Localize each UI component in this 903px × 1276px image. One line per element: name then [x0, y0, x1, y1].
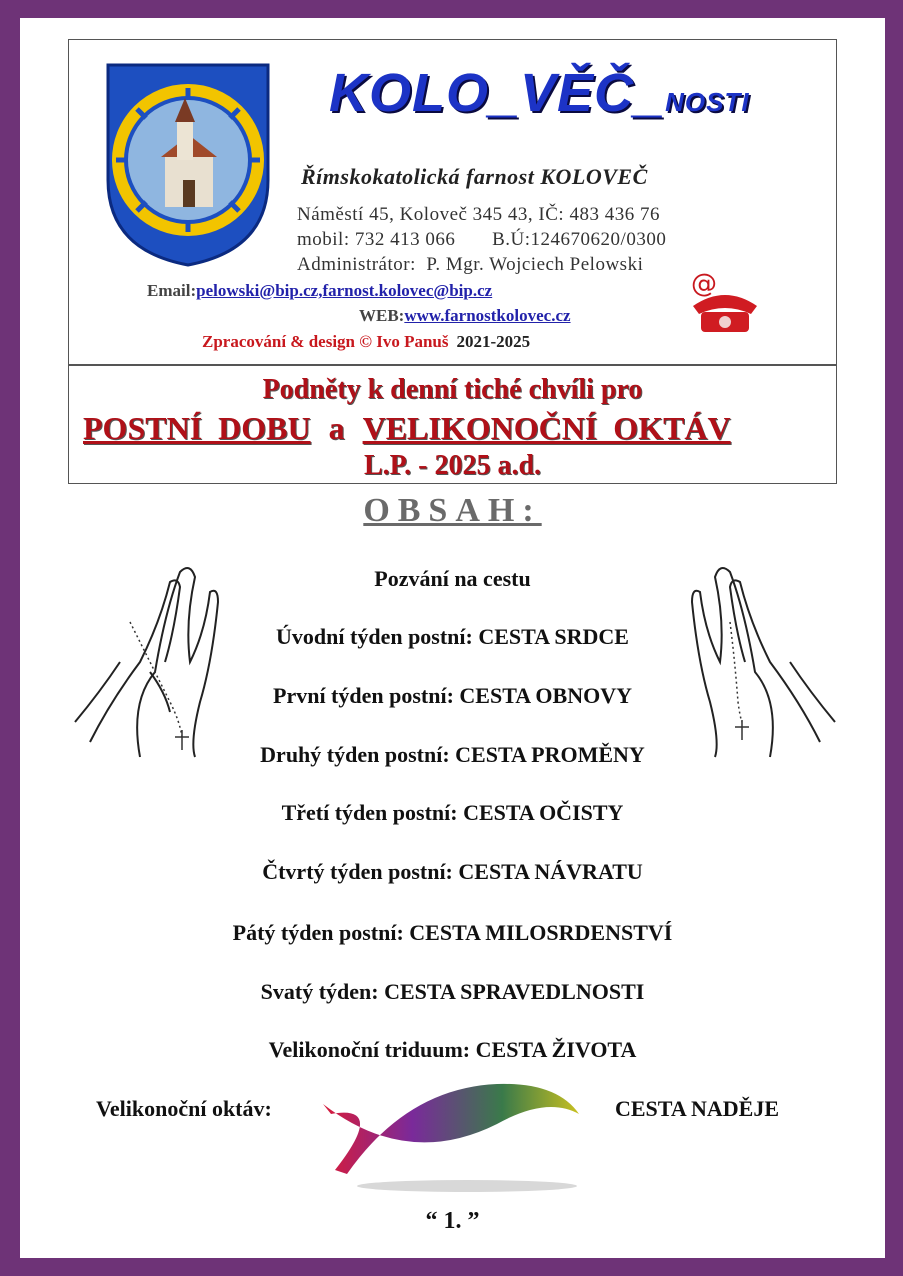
toc-item: Čtvrtý týden postní: CESTA NÁVRATU: [262, 859, 643, 884]
email-label: Email:: [147, 281, 197, 300]
address-line: Náměstí 45, Koloveč 345 43, IČ: 483 436 76: [297, 204, 660, 225]
parish-name: Římskokatolická farnost KOLOVEČ: [301, 164, 648, 189]
brand-title: [329, 62, 750, 124]
email-link[interactable]: pelowski@bip.cz,farnost.kolovec@bip.cz: [196, 281, 493, 300]
toc-item: Třetí týden postní: CESTA OČISTY: [281, 800, 624, 825]
letterhead: [68, 39, 837, 484]
title-line-3: L.P. - 2025 a.d.: [363, 450, 542, 481]
title-lent: POSTNÍ DOBU: [83, 410, 311, 446]
page-number: “ 1. ”: [425, 1208, 480, 1234]
contents-heading: OBSAH:: [363, 492, 542, 529]
toc-item: Pátý týden postní: CESTA MILOSRDENSTVÍ: [232, 920, 673, 945]
header-divider: [69, 364, 836, 366]
email-line: [147, 281, 492, 301]
title-line-1: Podněty k denní tiché chvíli pro: [262, 374, 643, 405]
brand-main: KOLO_VĚČ_: [329, 63, 666, 123]
title-octave: VELIKONOČNÍ OKTÁV: [362, 410, 731, 446]
title-line-2: [83, 410, 731, 447]
toc-item: Svatý týden: CESTA SPRAVEDLNOSTI: [260, 979, 645, 1004]
octave-label: Velikonoční oktáv:: [96, 1096, 272, 1121]
phone-bank-line: mobil: 732 413 066 B.Ú:124670620/0300: [297, 229, 667, 250]
brand-suffix: NOSTI: [665, 87, 750, 117]
toc-item: Velikonoční triduum: CESTA ŽIVOTA: [268, 1037, 637, 1062]
telephone-icon: [685, 266, 765, 336]
web-link[interactable]: www.farnostkolovec.cz: [404, 306, 571, 325]
web-line: [359, 306, 571, 326]
svg-text:@: @: [691, 269, 717, 299]
parish-crest-icon: [103, 60, 273, 270]
credit-years: 2021-2025: [456, 332, 531, 351]
ichthys-fish-icon: [317, 1074, 587, 1199]
title-conjunction: a: [328, 410, 345, 446]
toc-item: První týden postní: CESTA OBNOVY: [273, 683, 632, 708]
toc-item: Pozvání na cestu: [374, 566, 531, 591]
administrator-line: Administrátor: P. Mgr. Wojciech Pelowski: [297, 254, 644, 275]
toc-item: Druhý týden postní: CESTA PROMĚNY: [260, 742, 645, 767]
page: [20, 18, 885, 1258]
web-label: WEB:: [359, 306, 405, 325]
design-credit: [202, 332, 530, 352]
toc-item: Úvodní týden postní: CESTA SRDCE: [276, 624, 629, 649]
octave-value: CESTA NADĚJE: [615, 1096, 780, 1121]
credit-text: Zpracování & design © Ivo Panuš: [202, 332, 449, 351]
